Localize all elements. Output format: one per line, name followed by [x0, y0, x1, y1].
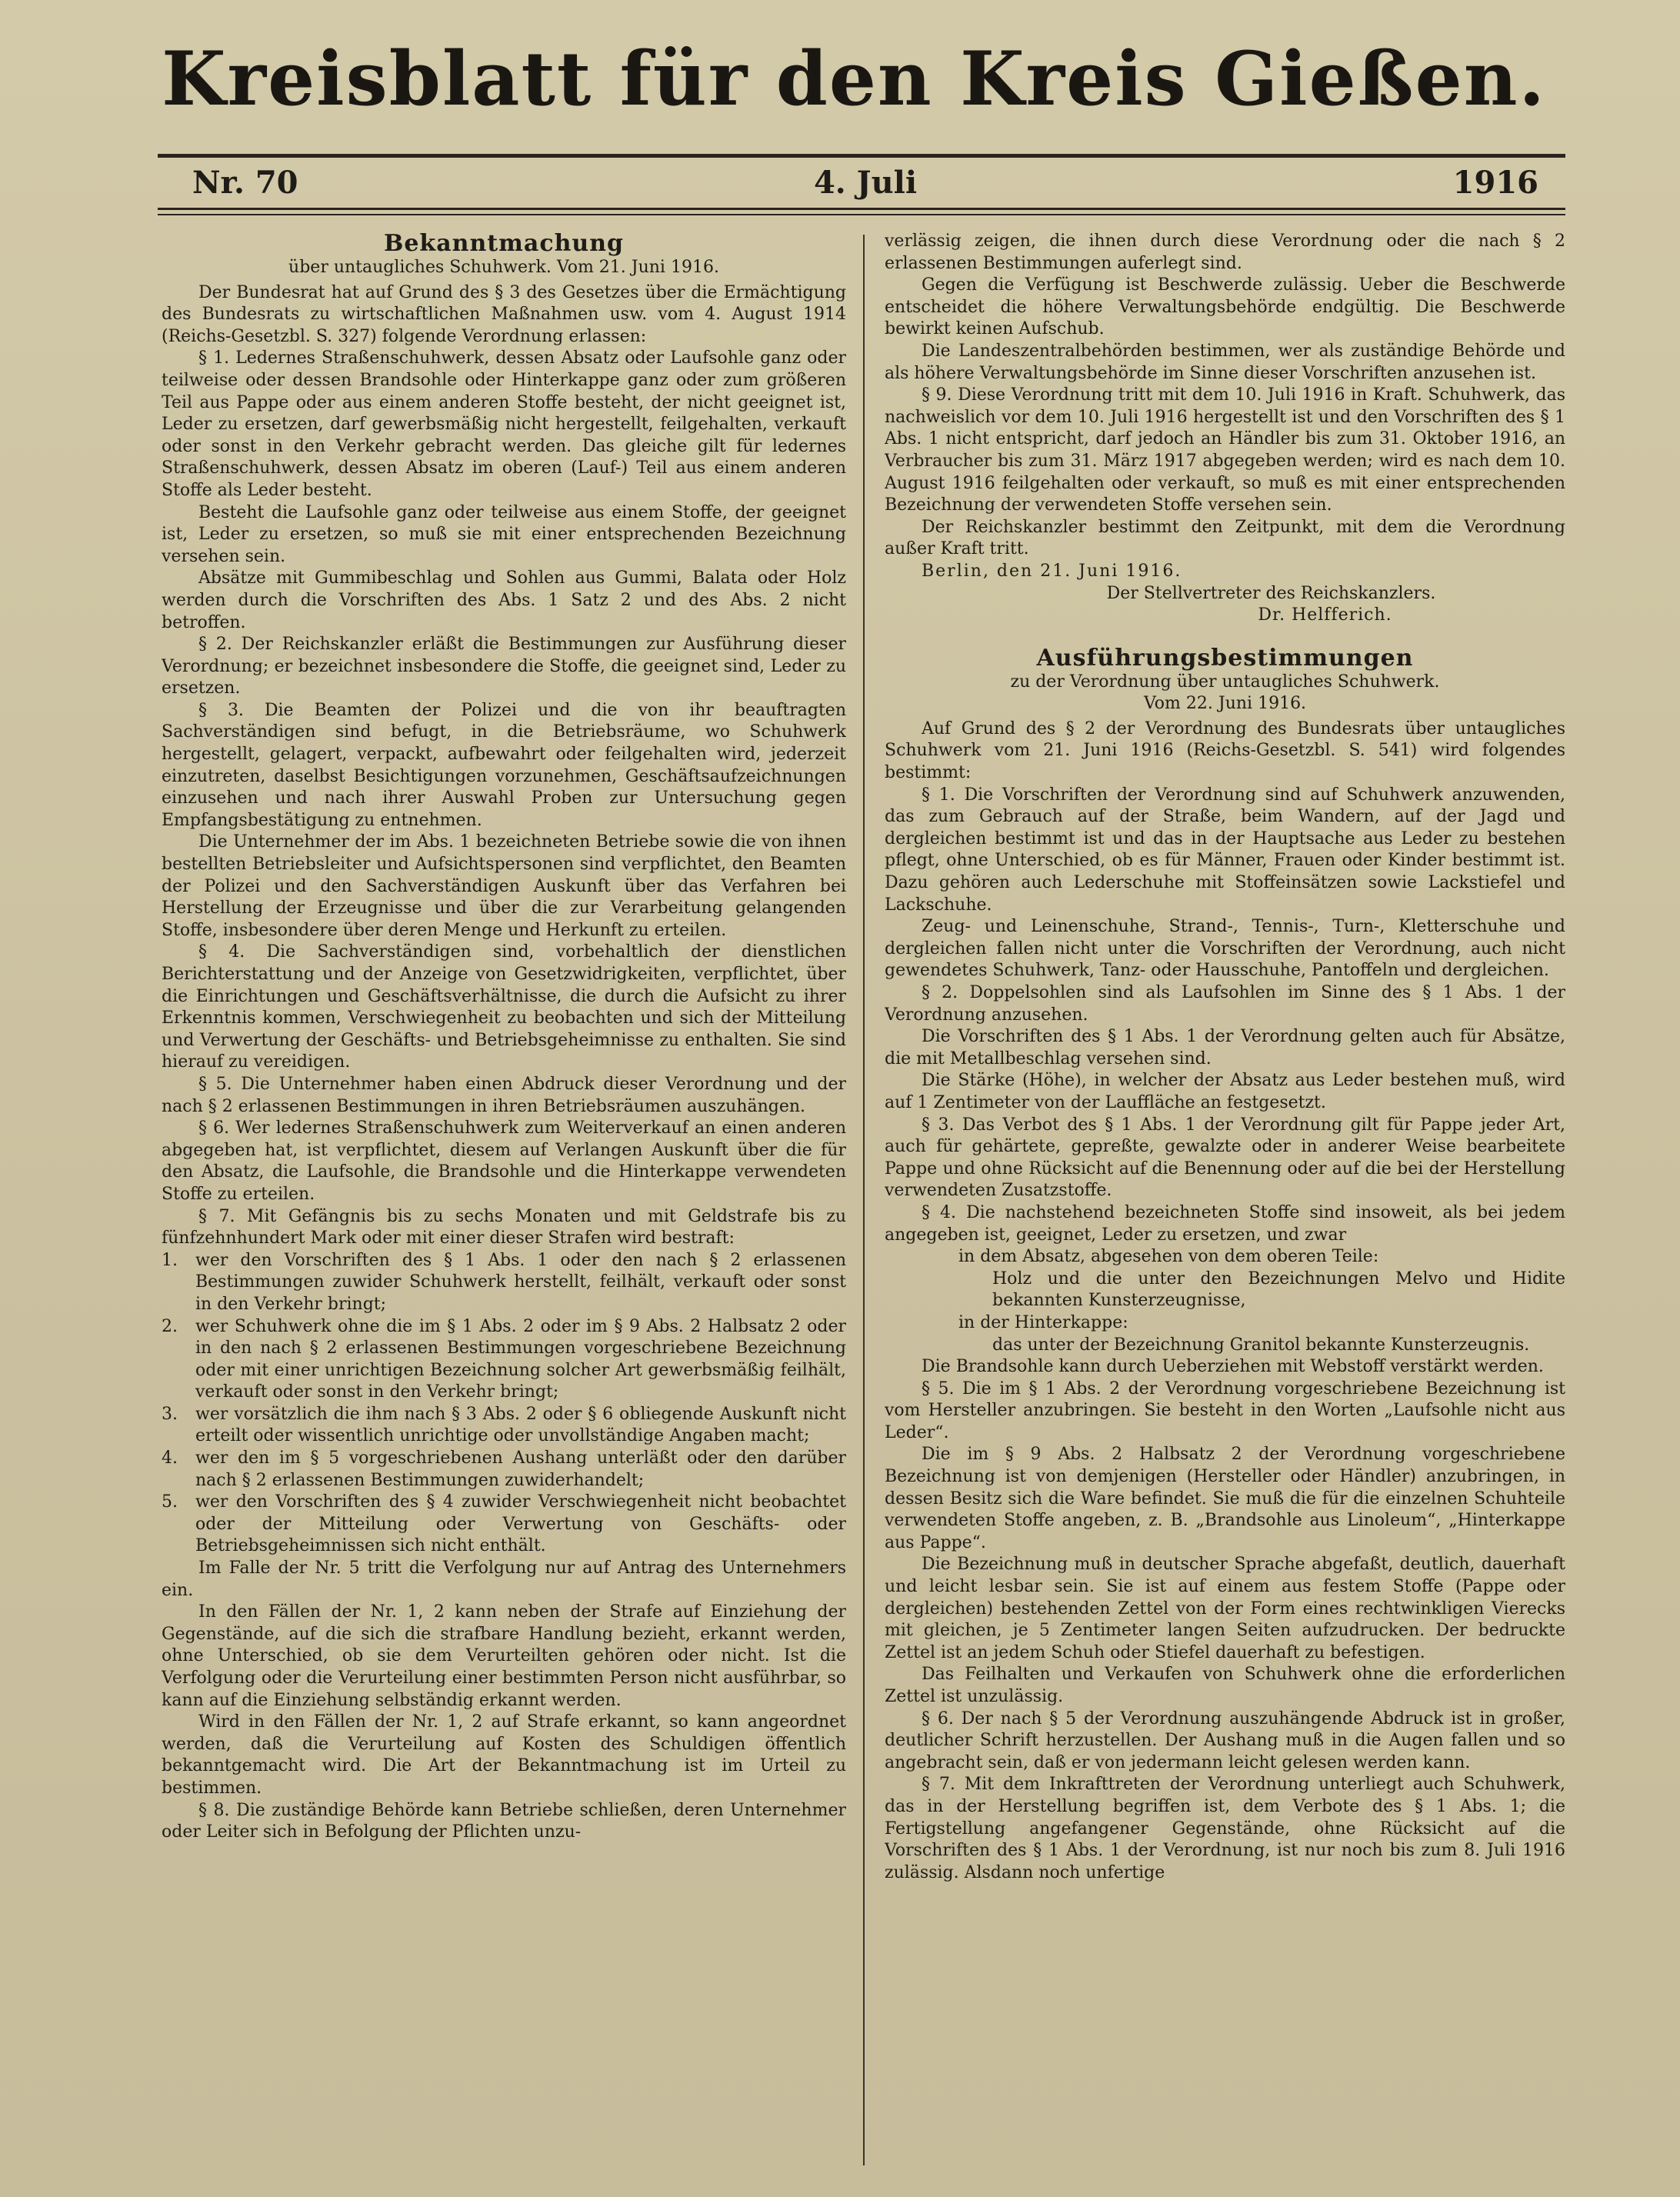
issue-line: [192, 163, 1538, 203]
list-item-number: 5.: [162, 1492, 178, 1512]
list-item-number: 4.: [162, 1449, 178, 1469]
list-item-text: wer den im § 5 vorgeschriebenen Aushang unterläßt oder den darüber nach § 2 erlassenen Bestimmungen zuwiderhandelt;: [195, 1449, 846, 1490]
list-item-text: wer den Vorschriften des § 1 Abs. 1 oder den nach § 2 erlassenen Bestimmungen zuwider Schuhwerk herstellt, feilhält, verkauft oder sonst in den Verkehr bringt;: [195, 1250, 846, 1314]
paragraph: Die Brandsohle kann durch Ueberziehen mit Webstoff verstärkt werden.: [922, 1357, 1544, 1377]
signature-name: Dr. Helfferich.: [1258, 605, 1392, 625]
paragraph: in dem Absatz, abgesehen von dem oberen Teile:: [958, 1247, 1379, 1267]
list-item: [162, 1492, 846, 1558]
paragraph: § 9. Diese Verordnung tritt mit dem 10. Juli 1916 in Kraft. Schuhwerk, das nachweislich vor dem 10. Juli 1916 hergestellt ist und den Vorschriften des § 1 Abs. 1 nicht entspricht, darf jedoch an Händler bis zum 31. Oktober 1916, an Verbraucher bis zum 31. März 1917 abgegeben werden; wird es nach dem 10. August 1916 feilgehalten oder verkauft, so muß es mit einer entsprechenden Bezeichnung der verwendeten Stoffe versehen sein.: [885, 385, 1565, 515]
paragraph: Besteht die Laufsohle ganz oder teilweise aus einem Stoffe, der geeignet ist, Leder zu ersetzen, so muß sie mit einer entsprechenden Bezeichnung versehen sein.: [162, 502, 846, 566]
signature-place-date: Berlin, den 21. Juni 1916.: [922, 561, 1182, 581]
list-item-text: wer vorsätzlich die ihm nach § 3 Abs. 2 oder § 6 obliegende Auskunft nicht erteilt oder wissentlich unrichtige oder unvollständige Angaben macht;: [195, 1404, 846, 1446]
list-item: [162, 1404, 846, 1448]
paragraph: § 5. Die Unternehmer haben einen Abdruck dieser Verordnung und der nach § 2 erlassenen Bestimmungen in ihren Betriebsräumen auszuhängen.: [162, 1074, 846, 1116]
list-item: [162, 1448, 846, 1492]
paragraph: Absätze mit Gummibeschlag und Sohlen aus Gummi, Balata oder Holz werden durch die Vorschriften des Abs. 1 Satz 2 und des Abs. 2 nicht betroffen.: [162, 568, 846, 632]
paragraph: § 1. Die Vorschriften der Verordnung sind auf Schuhwerk anzuwenden, das zum Gebrauch auf der Straße, beim Wandern, auf der Jagd und dergleichen bestimmt ist und das in der Hauptsache aus Leder zu bestehen pflegt, ohne Unterschied, ob es für Männer, Frauen oder Kinder bestimmt ist. Dazu gehören auch Lederschuhe mit Stoffeinsätzen sowie Lackstiefel und Lackschuhe.: [885, 785, 1565, 915]
paragraph: § 4. Die nachstehend bezeichneten Stoffe sind insoweit, als bei jedem angegeben ist, geeignet, Leder zu ersetzen, und zwar: [885, 1202, 1565, 1245]
article-title: Ausführungsbestimmungen: [1036, 644, 1414, 672]
issue-date: 4. Juli: [813, 165, 918, 201]
paragraph: Holz und die unter den Bezeichnungen Melvo und Hidite bekannten Kunsterzeugnisse,: [992, 1269, 1565, 1311]
paragraph: Im Falle der Nr. 5 tritt die Verfolgung nur auf Antrag des Unternehmers ein.: [162, 1559, 846, 1600]
paragraph: § 4. Die Sachverständigen sind, vorbehaltlich der dienstlichen Berichterstattung und der Anzeige von Gesetzwidrigkeiten, verpflichtet, über die Einrichtungen und Geschäftsverhältnisse, die durch die Aufsicht zu ihrer Erkenntnis kommen, Verschwiegenheit zu beobachten und sich der Mitteilung und Verwertung der Geschäfts- und Betriebsgeheimnisse zu enthalten. Sie sind hierauf zu vereidigen.: [162, 942, 846, 1072]
masthead: [154, 14, 1554, 145]
left-column: [162, 231, 846, 2177]
paragraph: verlässig zeigen, die ihnen durch diese Verordnung oder die nach § 2 erlassenen Bestimmungen auferlegt sind.: [885, 232, 1565, 273]
paragraph: Die im § 9 Abs. 2 Halbsatz 2 der Verordnung vorgeschriebene Bezeichnung ist von demjenigen (Hersteller oder Händler) anzubringen, in dessen Besitz sich die Ware befindet. Sie muß die für die einzelnen Schuhteile verwendeten Stoffe angeben, z. B. „Brandsohle aus Linoleum“, „Hinterkappe aus Pappe“.: [885, 1445, 1565, 1552]
header-rule-bottom: [158, 208, 1565, 210]
list-item-number: 2.: [162, 1316, 178, 1336]
paragraph: § 2. Doppelsohlen sind als Laufsohlen im Sinne des § 1 Abs. 1 der Verordnung anzusehen.: [885, 983, 1565, 1025]
paragraph: Der Bundesrat hat auf Grund des § 3 des Gesetzes über die Ermächtigung des Bundesrats zu wirtschaftlichen Maßnahmen usw. vom 4. August 1914 (Reichs-Gesetzbl. S. 327) folgende Verordnung erlassen:: [162, 282, 846, 346]
column-divider: [863, 235, 865, 2165]
masthead-title: Kreisblatt für den Kreis Gießen.: [162, 35, 1546, 122]
article-subtitle-date: Vom 22. Juni 1916.: [1143, 694, 1307, 714]
paragraph: § 2. Der Reichskanzler erläßt die Bestimmungen zur Ausführung dieser Verordnung; er bezeichnet insbesondere die Stoffe, die geeignet sind, Leder zu ersetzen.: [162, 635, 846, 698]
paragraph: § 6. Wer ledernes Straßenschuhwerk zum Weiterverkauf an einen anderen abgegeben hat, ist verpflichtet, diesem auf Verlangen Auskunft über die für den Absatz, die Laufsohle, die Brandsohle und die Hinterkappe verwendeten Stoffe zu erteilen.: [162, 1119, 846, 1204]
article-title: Bekanntmachung: [383, 231, 624, 257]
paragraph: Der Reichskanzler bestimmt den Zeitpunkt, mit dem die Verordnung außer Kraft tritt.: [885, 517, 1565, 559]
issue-number: Nr. 70: [192, 165, 298, 201]
issue-year: 1916: [1452, 165, 1538, 201]
paragraph: § 8. Die zuständige Behörde kann Betriebe schließen, deren Unternehmer oder Leiter sich in Befolgung der Pflichten unzu-: [162, 1800, 846, 1842]
paragraph: § 7. Mit Gefängnis bis zu sechs Monaten und mit Geldstrafe bis zu fünfzehnhundert Mark oder mit einer dieser Strafen wird bestraft:: [162, 1206, 846, 1249]
spacer: [885, 627, 1565, 645]
paragraph: in der Hinterkappe:: [958, 1312, 1128, 1332]
paragraph: § 3. Das Verbot des § 1 Abs. 1 der Verordnung gilt für Pappe jeder Art, auch für gehärtete, gepreßte, gewalzte oder in anderer Weise bearbeitete Pappe und ohne Rücksicht auf die Benennung oder auf die bei der Herstellung verwendeten Zusatzstoffe.: [885, 1115, 1565, 1201]
article-subtitle: zu der Verordnung über untaugliches Schuhwerk.: [1010, 672, 1440, 692]
list-item: [162, 1250, 846, 1316]
list-item-text: wer den Vorschriften des § 4 zuwider Verschwiegenheit nicht beobachtet oder der Mitteilung oder Verwertung von Geschäfts- oder Betriebsgeheimnissen sich nicht enthält.: [195, 1492, 846, 1556]
article-subtitle: über untaugliches Schuhwerk. Vom 21. Juni 1916.: [288, 258, 719, 277]
list-item-number: 1.: [162, 1250, 178, 1270]
list-item: [162, 1316, 846, 1404]
header-rule-bottom-thin: [158, 214, 1565, 215]
paragraph: § 3. Die Beamten der Polizei und die von ihr beauftragten Sachverständigen sind befugt, in die Betriebsräume, wo Schuhwerk hergestellt, gelagert, verpackt, aufbewahrt oder feilgehalten wird, jederzeit einzutreten, daselbst Besichtigungen vorzunehmen, Geschäftsaufzeichnungen einzusehen und nach ihrer Auswahl Proben zur Untersuchung gegen Empfangsbestätigung zu entnehmen.: [162, 700, 846, 830]
paragraph: Die Bezeichnung muß in deutscher Sprache abgefaßt, deutlich, dauerhaft und leicht lesbar sein. Sie ist auf einem aus festem Stoffe (Pappe oder dergleichen) bestehenden Zettel von der Form eines rechtwinkligen Vierecks mit gleichen, je 5 Zentimeter langen Seiten aufzudrucken. Der bedruckte Zettel ist an jedem Schuh oder Stiefel dauerhaft zu befestigen.: [885, 1555, 1565, 1662]
paragraph: In den Fällen der Nr. 1, 2 kann neben der Strafe auf Einziehung der Gegenstände, auf die sich die strafbare Handlung bezieht, erkannt werden, ohne Unterschied, ob sie dem Verurteilten gehören oder nicht. Ist die Verfolgung oder die Verurteilung einer bestimmten Person nicht ausführbar, so kann auf die Einziehung selbständig erkannt werden.: [162, 1602, 846, 1710]
paragraph: Die Landeszentralbehörden bestimmen, wer als zuständige Behörde und als höhere Verwaltungsbehörde im Sinne dieser Vorschriften anzusehen ist.: [885, 341, 1565, 383]
list-item-text: wer Schuhwerk ohne die im § 1 Abs. 2 oder im § 9 Abs. 2 Halbsatz 2 oder in den nach § 2 erlassenen Bestimmungen vorgeschriebene Bezeichnung oder mit einer unrichtigen Bezeichnung solcher Art gewerbsmäßig feilhält, verkauft oder sonst in den Verkehr bringt;: [195, 1316, 846, 1402]
paragraph: § 5. Die im § 1 Abs. 2 der Verordnung vorgeschriebene Bezeichnung ist vom Hersteller anzubringen. Sie besteht in den Worten „Laufsohle nicht aus Leder“.: [885, 1379, 1565, 1442]
paragraph: das unter der Bezeichnung Granitol bekannte Kunsterzeugnis.: [992, 1335, 1530, 1355]
paragraph: Das Feilhalten und Verkaufen von Schuhwerk ohne die erforderlichen Zettel ist unzulässig.: [885, 1665, 1565, 1706]
list-item-number: 3.: [162, 1404, 178, 1424]
paragraph: § 1. Ledernes Straßenschuhwerk, dessen Absatz oder Laufsohle ganz oder teilweise oder dessen Brandsohle oder Hinterkappe ganz oder zum größeren Teil aus Pappe oder aus einem anderen Stoffe besteht, der nicht geeignet ist, Leder zu ersetzen, darf gewerbsmäßig nicht hergestellt, feilgehalten, verkauft oder sonst in den Verkehr gebracht werden. Das gleiche gilt für ledernes Straßenschuhwerk, dessen Absatz im oberen (Lauf-) Teil aus einem anderen Stoffe als Leder besteht.: [162, 348, 846, 500]
paragraph: Gegen die Verfügung ist Beschwerde zulässig. Ueber die Beschwerde entscheidet die höhere Verwaltungsbehörde endgültig. Die Beschwerde bewirkt keinen Aufschub.: [885, 275, 1565, 339]
penalty-list: [162, 1250, 846, 1558]
paragraph: Wird in den Fällen der Nr. 1, 2 auf Strafe erkannt, so kann angeordnet werden, daß die Verurteilung auf Kosten des Schuldigen öffentlich bekanntgemacht wird. Die Art der Bekanntmachung ist im Urteil zu bestimmen.: [162, 1712, 846, 1798]
right-column: [885, 231, 1565, 2177]
paragraph: § 6. Der nach § 5 der Verordnung auszuhängende Abdruck ist in großer, deutlicher Schrift herzustellen. Der Aushang muß in die Augen fallen und so angebracht sein, daß er von jedermann leicht gelesen werden kann.: [885, 1709, 1565, 1772]
paragraph: Die Unternehmer der im Abs. 1 bezeichneten Betriebe sowie die von ihnen bestellten Betriebsleiter und Aufsichtspersonen sind verpflichtet, den Beamten der Polizei und den Sachverständigen Auskunft über das Verfahren bei Herstellung der Erzeugnisse und über die zur Verarbeitung gelangenden Stoffe, insbesondere über deren Menge und Herkunft zu erteilen.: [162, 832, 846, 940]
paragraph: Auf Grund des § 2 der Verordnung des Bundesrats über untaugliches Schuhwerk vom 21. Juni 1916 (Reichs-Gesetzbl. S. 541) wird folgendes bestimmt:: [885, 718, 1565, 783]
paragraph: Die Vorschriften des § 1 Abs. 1 der Verordnung gelten auch für Absätze, die mit Metallbeschlag versehen sind.: [885, 1027, 1565, 1068]
paragraph: § 7. Mit dem Inkrafttreten der Verordnung unterliegt auch Schuhwerk, das in der Herstellung begriffen ist, dem Verbote des § 1 Abs. 1; die Fertigstellung angefangener Gegenstände, ohne Rücksicht auf die Vorschriften des § 1 Abs. 1 der Verordnung, ist nur noch bis zum 8. Juli 1916 zulässig. Alsdann noch unfertige: [885, 1775, 1565, 1882]
header-rule-top: [158, 154, 1565, 158]
paragraph: Zeug- und Leinenschuhe, Strand-, Tennis-, Turn-, Kletterschuhe und dergleichen fallen nicht unter die Vorschriften der Verordnung, auch nicht gewendetes Schuhwerk, Tanz- oder Hausschuhe, Pantoffeln und dergleichen.: [885, 917, 1565, 981]
paragraph: Die Stärke (Höhe), in welcher der Absatz aus Leder bestehen muß, wird auf 1 Zentimeter von der Lauffläche an festgesetzt.: [885, 1071, 1565, 1112]
signature-role: Der Stellvertreter des Reichskanzlers.: [1106, 583, 1436, 603]
